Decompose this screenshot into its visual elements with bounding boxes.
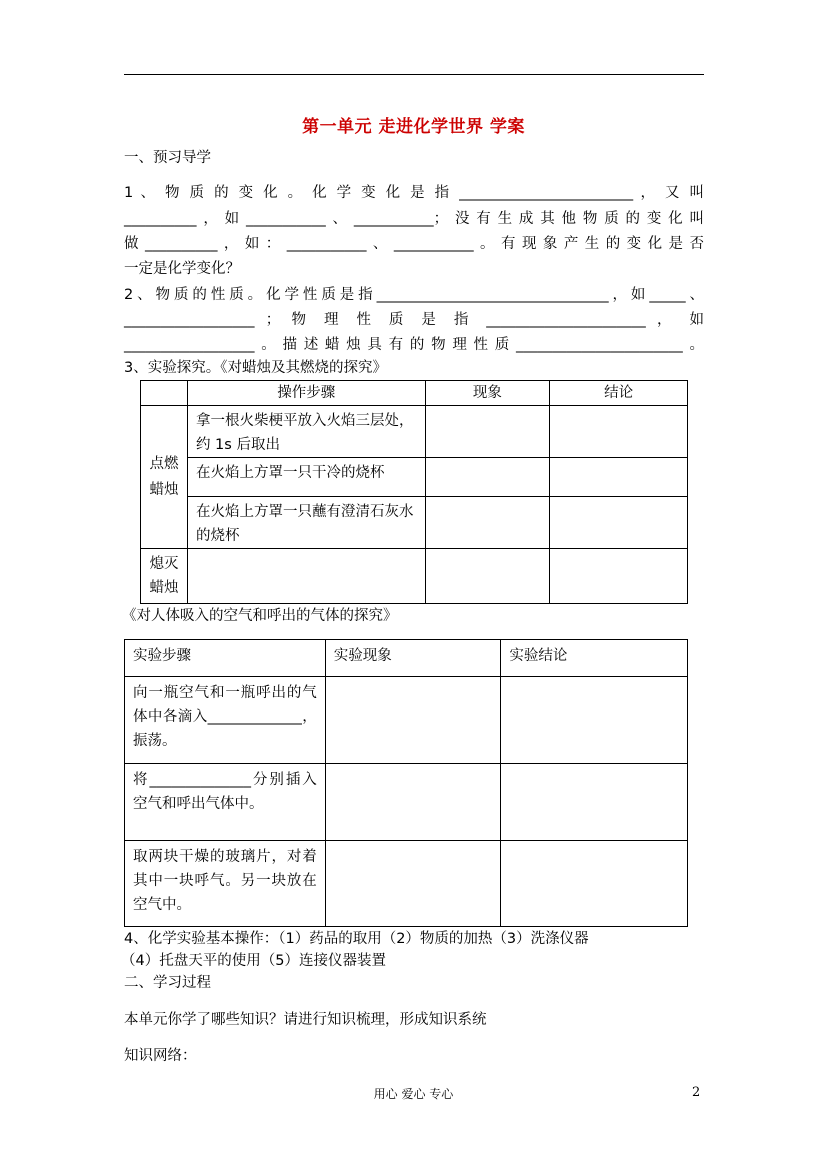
table2-header-phenomenon: 实验现象 (325, 640, 501, 677)
paragraph-5-line-1: 4、化学实验基本操作：（1）药品的取用（2）物质的加热（3）洗涤仪器 (124, 931, 589, 947)
table1-corner-cell (141, 381, 188, 406)
candle-experiment-table (140, 380, 688, 604)
table2-conclusion-cell (501, 764, 688, 841)
paragraph-1-line-3: 做__________，如：___________、___________。有现象产生的变化是否 (124, 236, 704, 252)
paragraph-3: 3、实验探究。《对蜡烛及其燃烧的探究》 (124, 360, 387, 376)
header-rule (124, 74, 704, 75)
table2-step-cell: 取两块干燥的玻璃片，对着其中一块呼气。另一块放在空气中。 (125, 841, 326, 927)
table2-step-cell: 向一瓶空气和一瓶呼出的气体中各滴入_____________，振荡。 (125, 677, 326, 764)
table2-phenomenon-cell (325, 677, 501, 764)
table1-group-light-candle (141, 406, 188, 549)
table1-conclusion-cell (550, 458, 688, 497)
table1-conclusion-cell (550, 406, 688, 458)
paragraph-1-line-2: __________，如___________、___________；没有生成其他物质的变化叫 (124, 211, 704, 227)
table1-conclusion-cell (550, 497, 688, 549)
paragraph-2-line-1: 2、物质的性质。化学性质是指________________________________，如_____、 (124, 287, 704, 303)
table1-header-step: 操作步骤 (187, 381, 425, 406)
table1-phenomenon-cell (425, 549, 550, 604)
table1-group-label: 点燃蜡烛 (149, 456, 179, 498)
table1-phenomenon-cell (425, 458, 550, 497)
table1-phenomenon-cell (425, 406, 550, 458)
table1-step-cell: 拿一根火柴梗平放入火焰三层处，约 1s 后取出 (187, 406, 425, 458)
table2-step-cell: 将______________分别插入空气和呼出气体中。 (125, 764, 326, 841)
table2-phenomenon-cell (325, 841, 501, 927)
table1-step-cell: 在火焰上方罩一只干冷的烧杯 (187, 458, 425, 497)
table2-conclusion-cell (501, 841, 688, 927)
table2-phenomenon-cell (325, 764, 501, 841)
paragraph-7: 知识网络： (124, 1048, 197, 1064)
table1-group-extinguish-candle (141, 549, 188, 604)
table1-phenomenon-cell (425, 497, 550, 549)
section-heading-1: 一、预习导学 (124, 150, 211, 166)
paragraph-4: 《对人体吸入的空气和呼出的气体的探究》 (122, 608, 398, 624)
paragraph-1-line-1: 1 、 物 质 的 变 化 。 化 学 变 化 是 指 ________________________ ， 又 叫 (124, 185, 704, 201)
paragraph-5-line-2: （4）托盘天平的使用（5）连接仪器装置 (121, 953, 386, 969)
table1-group-label: 熄灭蜡烛 (149, 556, 179, 596)
paragraph-1-line-4: 一定是化学变化？ (124, 261, 240, 277)
table1-step-cell (187, 549, 425, 604)
paragraph-6: 本单元你学了哪些知识？请进行知识梳理，形成知识系统 (124, 1012, 487, 1028)
table1-header-phenomenon: 现象 (425, 381, 550, 406)
breath-experiment-table (124, 639, 688, 927)
table2-conclusion-cell (501, 677, 688, 764)
table2-header-step: 实验步骤 (125, 640, 326, 677)
page-title: 第一单元 走进化学世界 学案 (302, 117, 525, 137)
paragraph-2-line-3: __________________。描述蜡烛具有的物理性质_______________________。 (124, 337, 704, 353)
table1-step-cell: 在火焰上方罩一只蘸有澄清石灰水的烧杯 (187, 497, 425, 549)
section-heading-2: 二、学习过程 (124, 975, 211, 991)
table2-header-conclusion: 实验结论 (501, 640, 688, 677)
paragraph-2-line-2: __________________ ； 物 理 性 质 是 指 ______________________ ， 如 (124, 312, 704, 328)
table1-header-conclusion: 结论 (550, 381, 688, 406)
page-number: 2 (692, 1085, 701, 1100)
page-footer: 用心 爱心 专心 (373, 1087, 454, 1101)
table1-conclusion-cell (550, 549, 688, 604)
